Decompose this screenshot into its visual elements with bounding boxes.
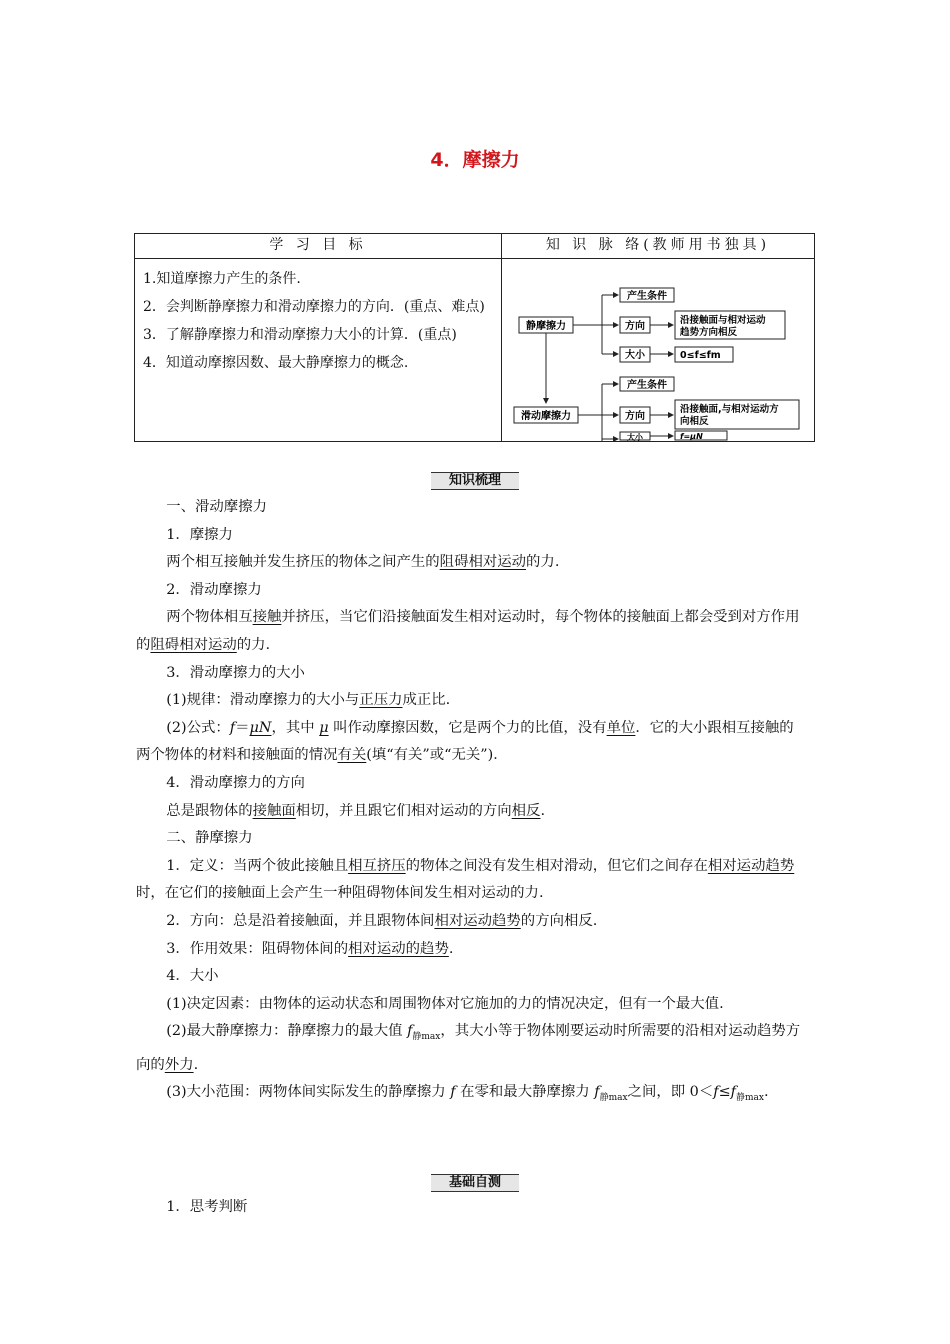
goal-item: 1.知道摩擦力产生的条件. <box>143 271 301 287</box>
size-label: 大小 <box>627 433 643 441</box>
section-heading: 二、静摩擦力 <box>166 830 253 847</box>
static-dir-text-2: 趋势方向相反 <box>680 327 738 338</box>
dir-label: 方向 <box>625 411 645 422</box>
knowledge-map-diagram <box>502 259 813 441</box>
subsection-title: 3．滑动摩擦力的大小 <box>166 664 305 681</box>
selftest-content <box>136 1194 808 1222</box>
sliding-size-text: f=μN <box>680 432 703 441</box>
static-size-text: 0≤f≤fm <box>680 350 721 361</box>
cond-label: 产生条件 <box>627 291 667 302</box>
paragraph: 两个物体相互接触并挤压，当它们沿接触面发生相对运动时，每个物体的接触面上都会受到对方作用的阻碍相对运动的力. <box>136 609 800 653</box>
goal-item: 3．了解静摩擦力和滑动摩擦力大小的计算．(重点) <box>143 327 457 343</box>
cond-label: 产生条件 <box>627 380 667 391</box>
subsection-title: 4．大小 <box>166 968 219 985</box>
sliding-dir-text-2: 向相反 <box>680 416 709 427</box>
learning-goals <box>135 259 501 377</box>
dir-label: 方向 <box>625 321 645 332</box>
page-title: 4．摩擦力 <box>430 149 520 171</box>
section-heading: 一、滑动摩擦力 <box>166 499 267 515</box>
paragraph: (3)大小范围：两物体间实际发生的静摩擦力 f 在零和最大静摩擦力 $f_{静max}$之间，即 $0<f\le f_{静max}$. <box>166 1084 769 1104</box>
sliding-root-label: 滑动摩擦力 <box>521 411 571 422</box>
subsection-title: 1．摩擦力 <box>166 526 233 543</box>
learning-goals-header: 学 习 目 标 <box>135 234 502 259</box>
static-root-label: 静摩擦力 <box>526 321 566 332</box>
size-label: 大小 <box>625 350 645 361</box>
paragraph: 3．作用效果：阻碍物体间的相对运动的趋势. <box>166 940 454 957</box>
knowledge-map-header: 知 识 脉 络(教师用书独具) <box>502 234 815 259</box>
goal-item: 4．知道动摩擦因数、最大静摩擦力的概念. <box>143 355 409 371</box>
subsection-title: 2．滑动摩擦力 <box>166 581 262 598</box>
objectives-table <box>134 233 815 442</box>
paragraph: 1．定义：当两个彼此接触且相互挤压的物体之间没有发生相对滑动，但它们之间存在相对运动趋势时，在它们的接触面上会产生一种阻碍物体间发生相对运动的力. <box>136 857 795 902</box>
subsection-title: 1．思考判断 <box>166 1199 248 1215</box>
paragraph: 总是跟物体的接触面相切，并且跟它们相对运动的方向相反. <box>166 802 546 819</box>
static-dir-text-1: 沿接触面与相对运动 <box>680 315 766 326</box>
paragraph: (1)决定因素：由物体的运动状态和周围物体对它施加的力的情况决定，但有一个最大值. <box>166 995 724 1012</box>
main-content <box>136 494 808 1113</box>
subsection-title: 4．滑动摩擦力的方向 <box>166 774 305 791</box>
paragraph: (2)最大静摩擦力：静摩擦力的最大值 $f_{静max}$，其大小等于物体刚要运动时所需要的沿相对运动趋势方向的外力. <box>136 1023 801 1073</box>
paragraph: (2)公式：f＝μN，其中 μ 叫作动摩擦因数，它是两个力的比值，没有单位．它的大小跟相互接触的两个物体的材料和接触面的情况有关(填“有关”或“无关”)． <box>136 719 794 764</box>
paragraph: 两个相互接触并发生挤压的物体之间产生的阻碍相对运动的力. <box>166 554 560 571</box>
section-tag-selftest: 基础自测 <box>0 1171 950 1192</box>
goal-item: 2．会判断静摩擦力和滑动摩擦力的方向．(重点、难点) <box>143 299 485 315</box>
paragraph: (1)规律：滑动摩擦力的大小与正压力成正比. <box>166 692 451 709</box>
paragraph: 2．方向：总是沿着接触面，并且跟物体间相对运动趋势的方向相反. <box>166 912 598 929</box>
section-tag-knowledge: 知识梳理 <box>0 469 950 490</box>
sliding-dir-text-1: 沿接触面,与相对运动方 <box>680 404 779 415</box>
